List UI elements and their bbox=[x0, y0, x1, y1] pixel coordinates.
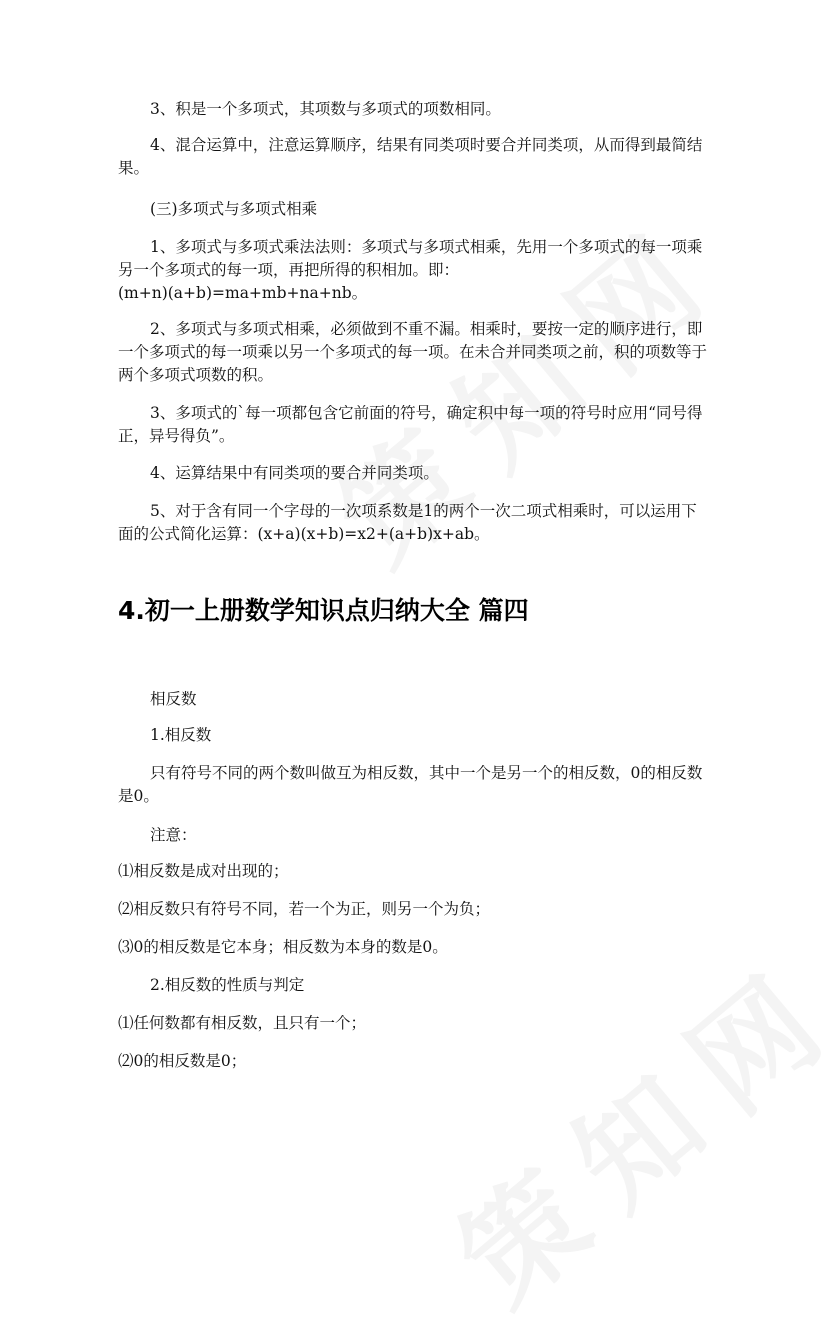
paragraph-poly-multiplication-rule: 1、多项式与多项式乘法法则：多项式与多项式相乘，先用一个多项式的每一项乘另一个多项式的每一项，再把所得的积相加。即： bbox=[118, 238, 703, 279]
note-item-3: ⑶0的相反数是它本身；相反数为本身的数是0。 bbox=[118, 938, 448, 956]
paragraph-sign-rule: 3、多项式的`每一项都包含它前面的符号，确定积中每一项的符号时应用“同号得正，异号得负”。 bbox=[118, 404, 703, 445]
paragraph-product-term-count: 3、积是一个多项式，其项数与多项式的项数相同。 bbox=[150, 100, 501, 118]
subtitle-opposite-numbers: 1.相反数 bbox=[150, 726, 212, 744]
note-item-2: ⑵相反数只有符号不同，若一个为正，则另一个为负； bbox=[118, 900, 491, 918]
paragraph-opposite-definition: 只有符号不同的两个数叫做互为相反数，其中一个是另一个的相反数，0的相反数是0。 bbox=[118, 764, 703, 805]
section-heading: 4.初一上册数学知识点归纳大全 篇四 bbox=[118, 596, 529, 625]
paragraph-simplified-formula: 5、对于含有同一个字母的一次项系数是1的两个一次二项式相乘时，可以运用下面的公式简化运算：(x+a)(x+b)=x2+(a+b)x+ab。 bbox=[118, 502, 697, 543]
property-item-1: ⑴任何数都有相反数，且只有一个； bbox=[118, 1014, 367, 1032]
subtitle-properties: 2.相反数的性质与判定 bbox=[150, 976, 305, 994]
property-item-2: ⑵0的相反数是0； bbox=[118, 1052, 247, 1070]
subheading-poly-times-poly: (三)多项式与多项式相乘 bbox=[150, 200, 318, 218]
note-item-1: ⑴相反数是成对出现的； bbox=[118, 862, 289, 880]
paragraph-no-repeat-no-omit: 2、多项式与多项式相乘，必须做到不重不漏。相乘时，要按一定的顺序进行，即一个多项式的每一项乘以另一个多项式的每一项。在未合并同类项之前，积的项数等于两个多项式项数的积。 bbox=[118, 320, 708, 384]
topic-title-opposite-numbers: 相反数 bbox=[150, 690, 197, 708]
formula-mn-ab: (m+n)(a+b)=ma+mb+na+nb。 bbox=[118, 284, 368, 302]
note-label: 注意： bbox=[150, 826, 197, 844]
paragraph-combine-like-terms: 4、运算结果中有同类项的要合并同类项。 bbox=[150, 464, 439, 482]
paragraph-mixed-operations: 4、混合运算中，注意运算顺序，结果有同类项时要合并同类项，从而得到最简结果。 bbox=[118, 136, 703, 177]
